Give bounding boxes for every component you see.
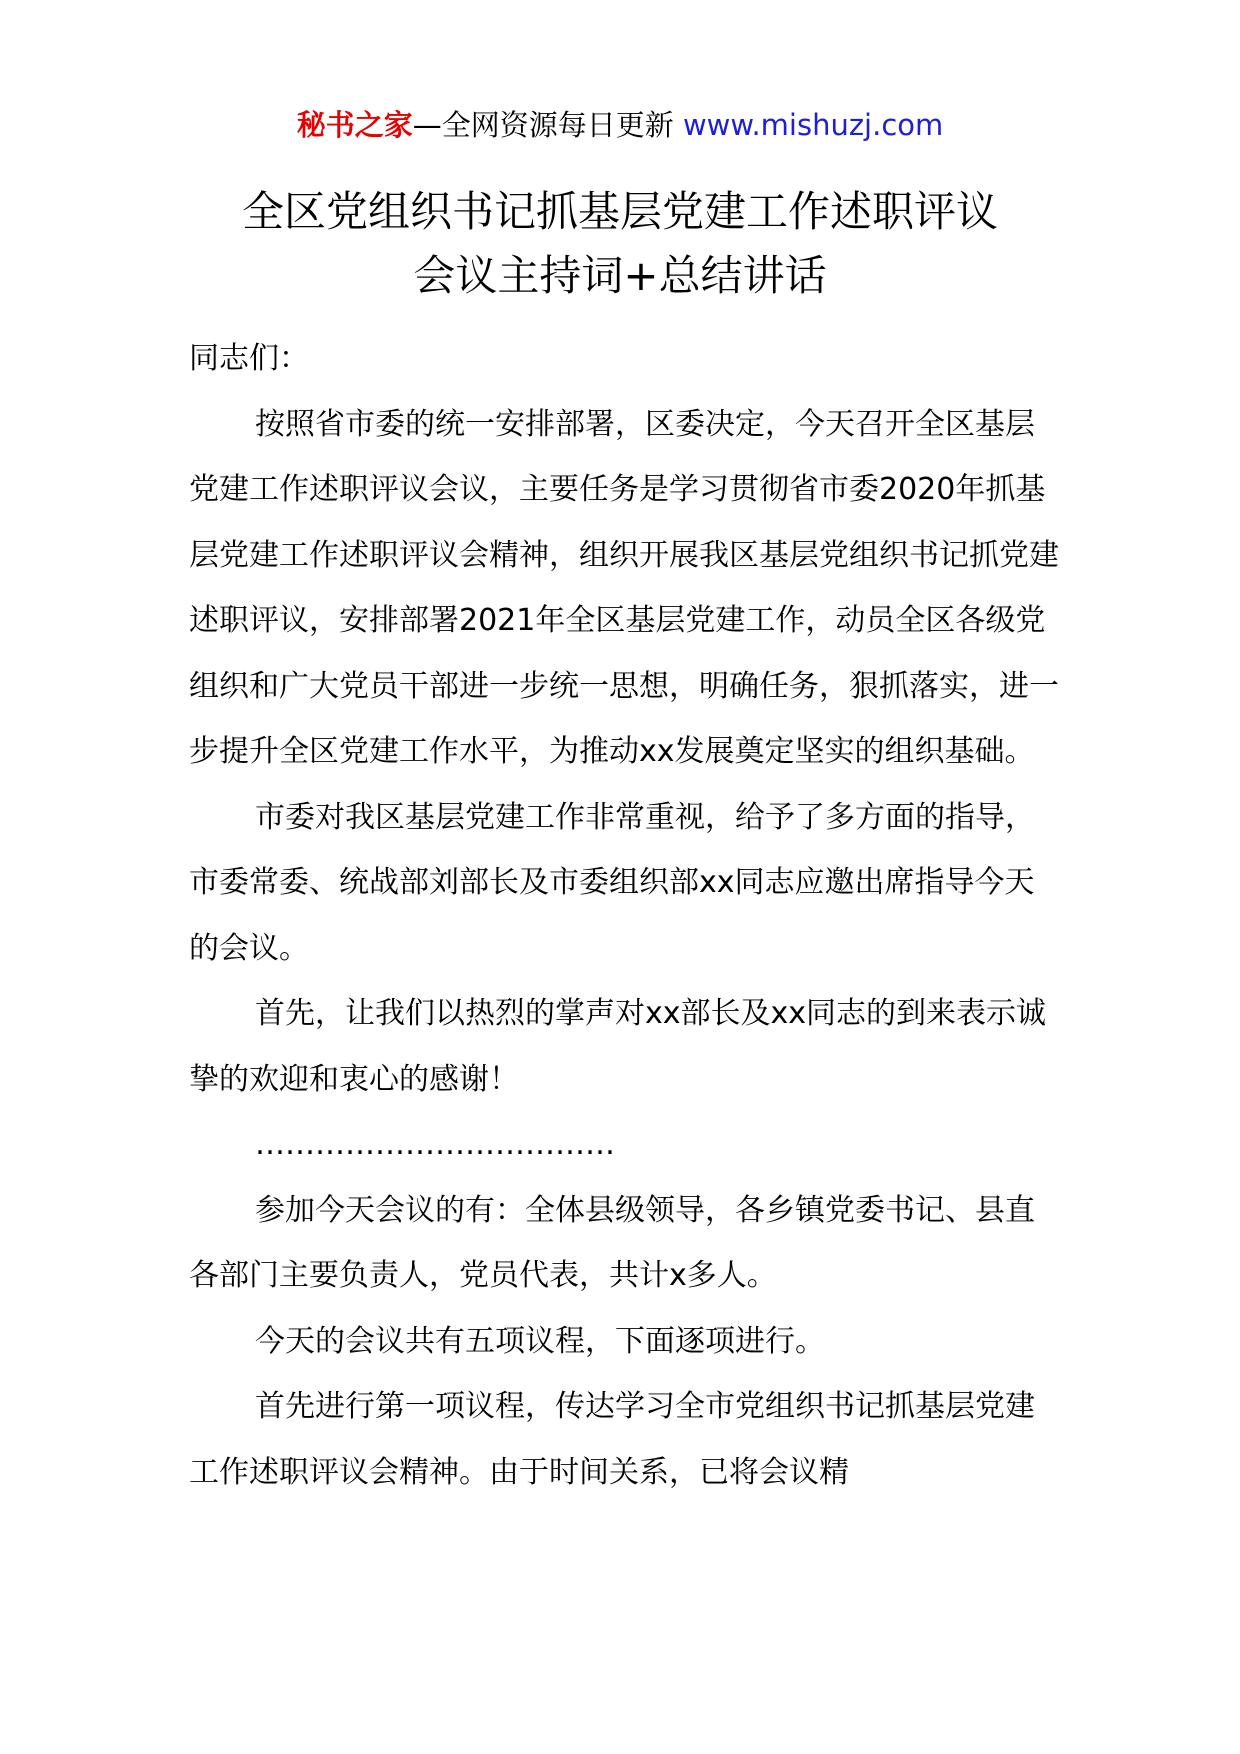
title-line-1: 全区党组织书记抓基层党建工作述职评议 [241, 187, 998, 236]
paragraph-6: 首先进行第一项议程，传达学习全市党组织书记抓基层党建工作述职评议会精神。由于时间关系，已将会议精 [189, 1389, 1035, 1490]
paragraph-5: 今天的会议共有五项议程，下面逐项进行。 [255, 1323, 825, 1359]
paragraph-4: 参加今天会议的有：全体县级领导，各乡镇党委书记、县直各部门主要负责人，党员代表，共计x多人。 [189, 1192, 1035, 1293]
title-line-2: 会议主持词+总结讲话 [413, 251, 827, 300]
paragraph-3: 首先，让我们以热烈的掌声对xx部长及xx同志的到来表示诚挚的欢迎和衷心的感谢！ [189, 996, 1047, 1097]
document-title [150, 180, 1090, 308]
paragraph-1: 按照省市委的统一安排部署，区委决定，今天召开全区基层党建工作述职评议会议，主要任务是学习贯彻省市委2020年抓基层党建工作述职评议会精神，组织开展我区基层党组织书记抓党建述职评议，安排部署2021年全区基层党建工作，动员全区各级党组织和广大党员干部进一步统一思想，明确任务，狠抓落实，进一步提升全区党建工作水平，为推动xx发展奠定坚实的组织基础。 [189, 406, 1059, 769]
header-tagline: —全网资源每日更新 [412, 108, 674, 142]
site-url-link[interactable]: www.mishuzj.com [682, 108, 944, 142]
paragraph-2: 市委对我区基层党建工作非常重视，给予了多方面的指导，市委常委、统战部刘部长及市委组织部xx同志应邀出席指导今天的会议。 [189, 799, 1035, 966]
brand-name: 秘书之家 [296, 108, 413, 142]
site-header [0, 103, 1240, 147]
salutation: 同志们： [189, 341, 309, 376]
document-body [189, 326, 1059, 1505]
ellipsis-separator: ……………………………… [255, 1127, 615, 1162]
